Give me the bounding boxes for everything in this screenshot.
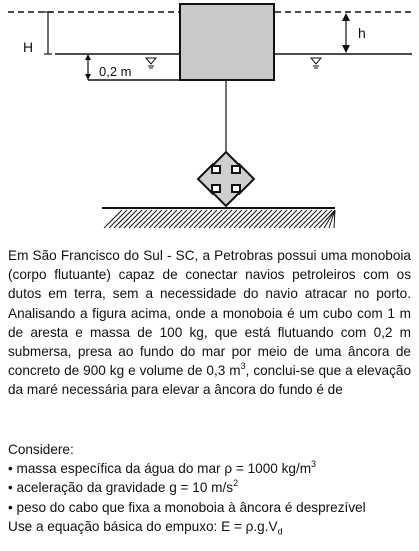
problem-paragraph: Em São Francisco do Sul - SC, a Petrobras possui uma monoboia (corpo flutuante) capaz de conectar navios petroleiros com os dutos em terra, sem a necessidade do navio atracar no porto. Analisando a figura acima, onde a monoboia é um cubo com 1 m de aresta e massa de 100 kg, que está flutuando com 0,2 m submersa, presa ao fundo do mar por meio de uma âncora de concreto de 900 kg e volume de 0,3 m	[8, 248, 411, 379]
problem-statement	[8, 246, 411, 400]
consider-heading: Considere:	[8, 442, 74, 457]
submerged-label: 0,2 m	[99, 64, 132, 79]
water-surface-symbol-left	[146, 58, 156, 68]
seabed-hatching	[104, 210, 335, 228]
consider-item-density: • massa específica da água do mar ρ = 1000 $kg/m^3$	[8, 458, 317, 477]
buoyancy-equation: Use a equação básica do empuxo: $E = \rho.g.V_d$	[8, 518, 283, 537]
bullet-icon: •	[8, 480, 13, 496]
bullet-icon: •	[8, 499, 13, 515]
anchor-four-way-arrow-icon	[198, 152, 254, 206]
h-small-label: h	[358, 25, 366, 41]
consider-section	[8, 440, 411, 536]
volume-exponent: 3	[240, 360, 246, 371]
consider-item-gravity: • aceleração da gravidade g = 10 $m/s^2$	[8, 477, 239, 496]
bullet-icon: •	[8, 461, 13, 477]
h-big-label: H	[23, 39, 34, 55]
water-surface-symbol-right	[311, 58, 321, 68]
monobuoy-cube	[180, 4, 274, 80]
consider-item-cable: • peso do cabo que fixa a monoboia à âncora é desprezível	[8, 499, 366, 515]
problem-paragraph-end: , conclui-se que a elevação da maré necessária para elevar a âncora do fundo é de	[8, 363, 411, 398]
monobuoy-figure	[0, 0, 419, 240]
